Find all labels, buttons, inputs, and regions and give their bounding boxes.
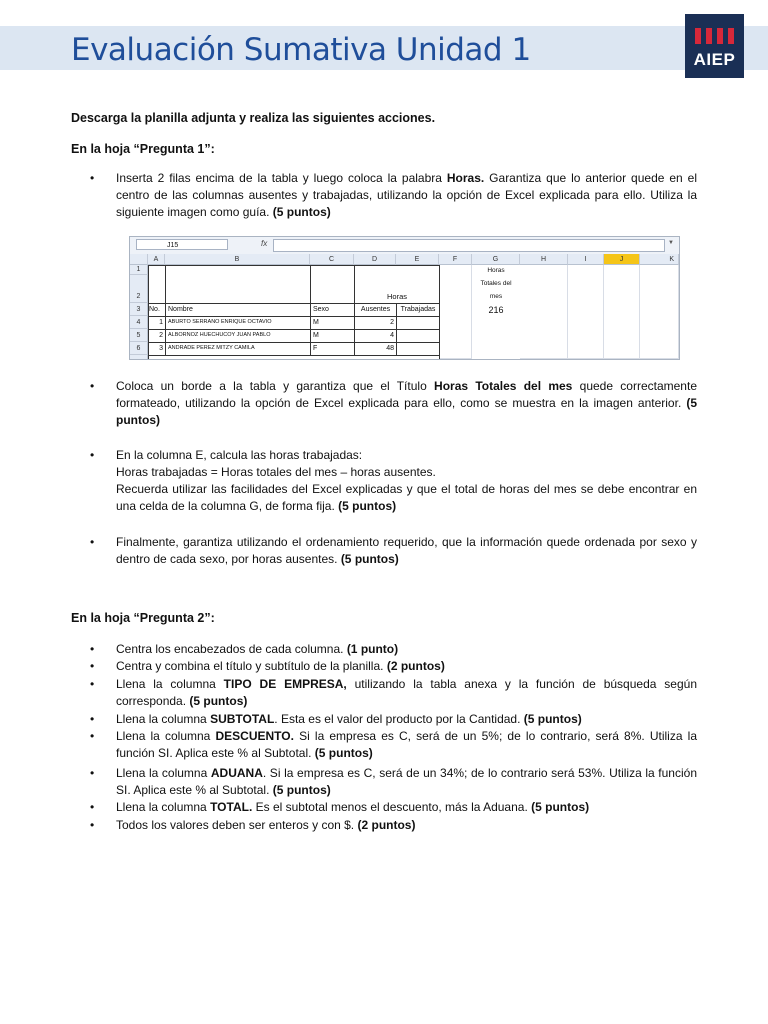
grid-col bbox=[640, 265, 679, 359]
col-header-selected: J bbox=[604, 254, 640, 265]
grid-col bbox=[604, 265, 640, 359]
cell bbox=[148, 265, 166, 304]
total-label-line: mes bbox=[489, 293, 503, 300]
row-header: 6 bbox=[130, 342, 148, 355]
col-header: K bbox=[640, 254, 679, 265]
row-header: 2 bbox=[130, 275, 148, 303]
s1-item-3-line1: En la columna E, calcula las horas trabajadas: bbox=[116, 448, 363, 462]
col-header: I bbox=[568, 254, 604, 265]
data-cell bbox=[396, 316, 440, 330]
s1-item-3-line3: Recuerda utilizar las facilidades del Excel explicadas y que el total de horas del mes se debe encontrar en una celda de la columna G, de forma fija. (5 puntos) bbox=[116, 482, 697, 513]
bullet-icon: • bbox=[90, 642, 95, 656]
horas-merged-cell: Horas bbox=[354, 265, 440, 304]
s1-item-2: Coloca un borde a la tabla y garantiza que el Título Horas Totales del mes quede correctamente formateado, utilizando la opción de Excel explicada para ello, como se muestra en la imagen anterior. (5 puntos) bbox=[116, 379, 697, 427]
bullet-icon: • bbox=[90, 659, 95, 673]
row-header bbox=[130, 355, 148, 360]
bullet-icon: • bbox=[90, 800, 95, 814]
header-cell: Ausentes bbox=[354, 303, 397, 317]
bullet-icon: • bbox=[90, 818, 95, 832]
data-cell: 1 bbox=[148, 316, 166, 330]
chevron-down-icon: ▼ bbox=[668, 240, 674, 246]
col-header: D bbox=[354, 254, 396, 265]
s2-item: Llena la columna TIPO DE EMPRESA, utilizando la tabla anexa y la función de búsqueda según corresponda. (5 puntos) bbox=[116, 677, 697, 708]
formula-bar bbox=[130, 237, 679, 255]
corner-cell bbox=[130, 254, 148, 265]
col-header: G bbox=[472, 254, 520, 265]
bullet-icon: • bbox=[90, 712, 95, 726]
section2-heading: En la hoja “Pregunta 2”: bbox=[71, 611, 215, 625]
logo-bars-icon bbox=[695, 28, 735, 44]
col-header: E bbox=[396, 254, 439, 265]
cell bbox=[310, 265, 355, 304]
bullet-icon: • bbox=[90, 729, 95, 743]
bullet-icon: • bbox=[90, 171, 95, 185]
col-header: F bbox=[439, 254, 472, 265]
s2-item: Llena la columna DESCUENTO. Si la empresa es C, será de un 5%; de lo contrario, será 8%. Utiliza la función SI. Aplica este % al Subtotal. (5 puntos) bbox=[116, 729, 697, 760]
data-cell: 2 bbox=[148, 329, 166, 343]
data-cell: 3 bbox=[148, 342, 166, 356]
spreadsheet-example bbox=[129, 236, 680, 360]
header-cell: Nombre bbox=[165, 303, 311, 317]
total-label-line: Horas bbox=[487, 267, 505, 274]
formula-input bbox=[273, 239, 665, 252]
data-cell: M bbox=[310, 329, 355, 343]
row-header: 1 bbox=[130, 265, 148, 275]
name-box: J15 bbox=[136, 239, 228, 250]
page-title: Evaluación Sumativa Unidad 1 bbox=[71, 32, 531, 68]
total-label-line: Totales del bbox=[480, 280, 512, 287]
header-cell: Sexo bbox=[310, 303, 355, 317]
col-header: H bbox=[520, 254, 568, 265]
data-cell: 2 bbox=[354, 316, 397, 330]
s2-item: Centra y combina el título y subtítulo de la planilla. (2 puntos) bbox=[116, 659, 445, 673]
fx-icon: fx bbox=[261, 239, 268, 248]
data-cell: F bbox=[310, 342, 355, 356]
s2-item: Centra los encabezados de cada columna. (1 punto) bbox=[116, 642, 399, 656]
header-cell: No. bbox=[148, 303, 166, 317]
s2-item: Llena la columna SUBTOTAL. Esta es el valor del producto por la Cantidad. (5 puntos) bbox=[116, 712, 582, 726]
col-header: A bbox=[148, 254, 165, 265]
bullet-icon: • bbox=[90, 535, 95, 549]
intro-text: Descarga la planilla adjunta y realiza las siguientes acciones. bbox=[71, 111, 436, 125]
data-cell: ALBORNOZ HUECHUCOY JUAN PABLO bbox=[165, 329, 311, 343]
data-cell: ANDRADE PEREZ MITZY CAMILA bbox=[165, 342, 311, 356]
row-header: 5 bbox=[130, 329, 148, 342]
bullet-icon: • bbox=[90, 766, 95, 780]
s2-item: Llena la columna ADUANA. Si la empresa es C, será de un 34%; de lo contrario será 53%. Utiliza la función SI. Aplica este % al Subtotal. (5 puntos) bbox=[116, 766, 697, 797]
col-header: B bbox=[165, 254, 310, 265]
header-cell: Trabajadas bbox=[396, 303, 440, 317]
s2-item: Llena la columna TOTAL. Es el subtotal menos el descuento, más la Aduana. (5 puntos) bbox=[116, 800, 590, 814]
row-header: 4 bbox=[130, 316, 148, 329]
s1-item-4: Finalmente, garantiza utilizando el ordenamiento requerido, que la información quede ordenada por sexo y dentro de cada sexo, por horas ausentes. (5 puntos) bbox=[116, 535, 697, 566]
data-cell: ABURTO SERRANO ENRIQUE OCTAVIO bbox=[165, 316, 311, 330]
s1-item-3-line2: Horas trabajadas = Horas totales del mes – horas ausentes. bbox=[116, 465, 436, 479]
s2-item: Todos los valores deben ser enteros y con $. (2 puntos) bbox=[116, 818, 416, 832]
bullet-icon: • bbox=[90, 677, 95, 691]
bullet-icon: • bbox=[90, 448, 95, 462]
bullet-icon: • bbox=[90, 379, 95, 393]
logo-text: AIEP bbox=[693, 50, 736, 69]
data-cell bbox=[396, 329, 440, 343]
data-cell: M bbox=[310, 316, 355, 330]
grid-col bbox=[520, 265, 568, 359]
data-cell: 4 bbox=[354, 329, 397, 343]
data-cell bbox=[396, 342, 440, 356]
col-header: C bbox=[310, 254, 354, 265]
data-cell bbox=[148, 355, 440, 360]
grid-col bbox=[568, 265, 604, 359]
cell bbox=[165, 265, 311, 304]
grid-col bbox=[439, 265, 472, 359]
row-header: 3 bbox=[130, 303, 148, 316]
s1-item-1: Inserta 2 filas encima de la tabla y luego coloca la palabra Horas. Garantiza que lo anterior quede en el centro de las columnas ausentes y trabajadas, utilizando la opción de Excel explicada para ello. Utiliza la siguiente imagen como guía. (5 puntos) bbox=[116, 171, 697, 219]
aiep-logo bbox=[685, 14, 744, 78]
data-cell: 48 bbox=[354, 342, 397, 356]
total-value: 216 bbox=[488, 305, 504, 315]
section1-heading: En la hoja “Pregunta 1”: bbox=[71, 142, 215, 156]
